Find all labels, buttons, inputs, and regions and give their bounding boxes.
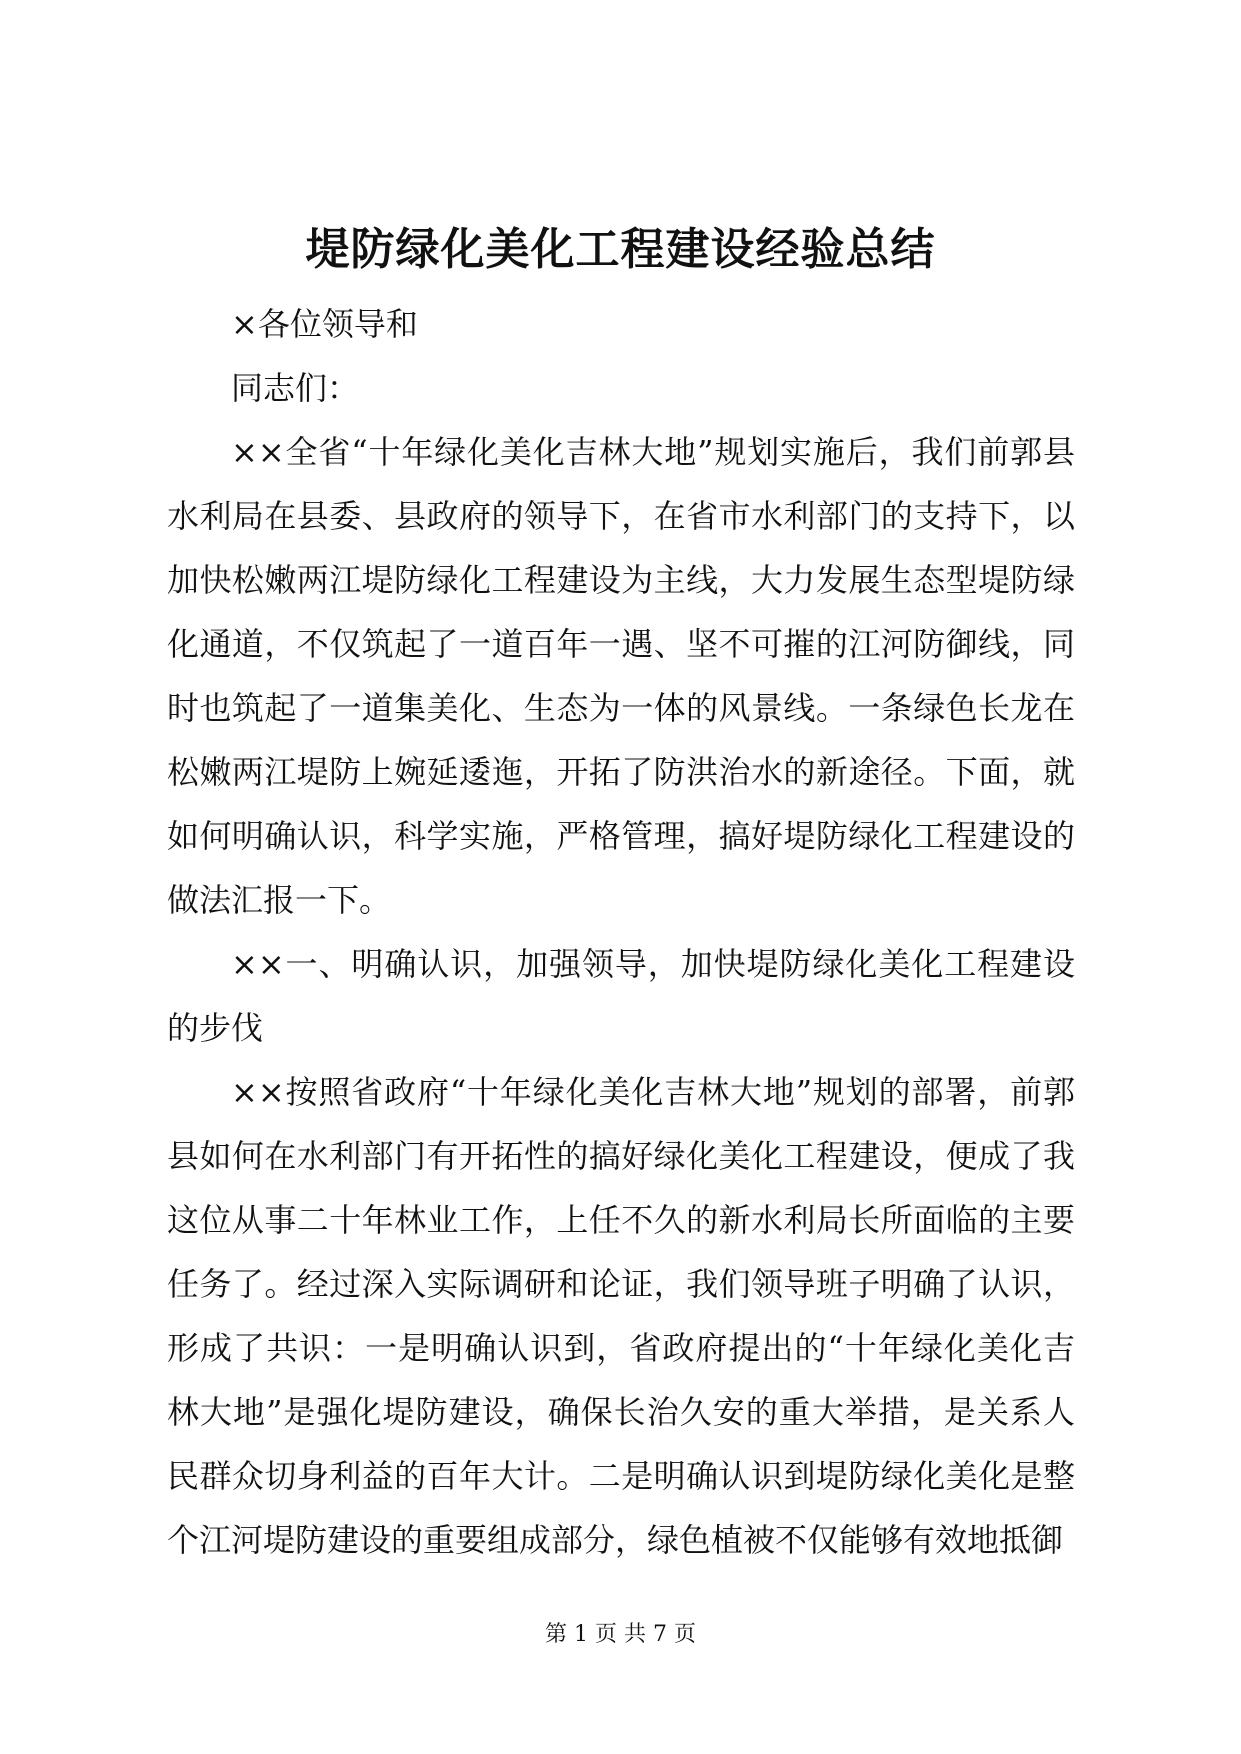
page-number-footer: 第 1 页 共 7 页 [545,1622,696,1647]
section-heading-1: ××一、明确认识，加强领导，加快堤防绿化美化工程建设的步伐 [167,945,1075,1047]
body-paragraph-intro: ××全省“十年绿化美化吉林大地”规划实施后，我们前郭县水利局在县委、县政府的领导下，在省市水利部门的支持下，以加快松嫩两江堤防绿化工程建设为主线，大力发展生态型堤防绿化通道，不仅筑起了一道百年一遇、坚不可摧的江河防御线，同时也筑起了一道集美化、生态为一体的风景线。一条绿色长龙在松嫩两江堤防上婉延逶迤，开拓了防洪治水的新途径。下面，就如何明确认识，科学实施，严格管理，搞好堤防绿化工程建设的做法汇报一下。 [167,433,1075,919]
salutation-line-2: 同志们： [231,369,360,407]
document-title: 堤防绿化美化工程建设经验总结 [305,224,936,275]
salutation-line-1: ×各位领导和 [231,305,418,343]
body-paragraph-section-1: ××按照省政府“十年绿化美化吉林大地”规划的部署，前郭县如何在水利部门有开拓性的搞好绿化美化工程建设，便成了我这位从事二十年林业工作，上任不久的新水利局长所面临的主要任务了。经过深入实际调研和论证，我们领导班子明确了认识，形成了共识：一是明确认识到，省政府提出的“十年绿化美化吉林大地”是强化堤防建设，确保长治久安的重大举措，是关系人民群众切身利益的百年大计。二是明确认识到堤防绿化美化是整个江河堤防建设的重要组成部分，绿色植被不仅能够有效地抵御 [167,1073,1075,1559]
document-body [167,292,1075,1572]
